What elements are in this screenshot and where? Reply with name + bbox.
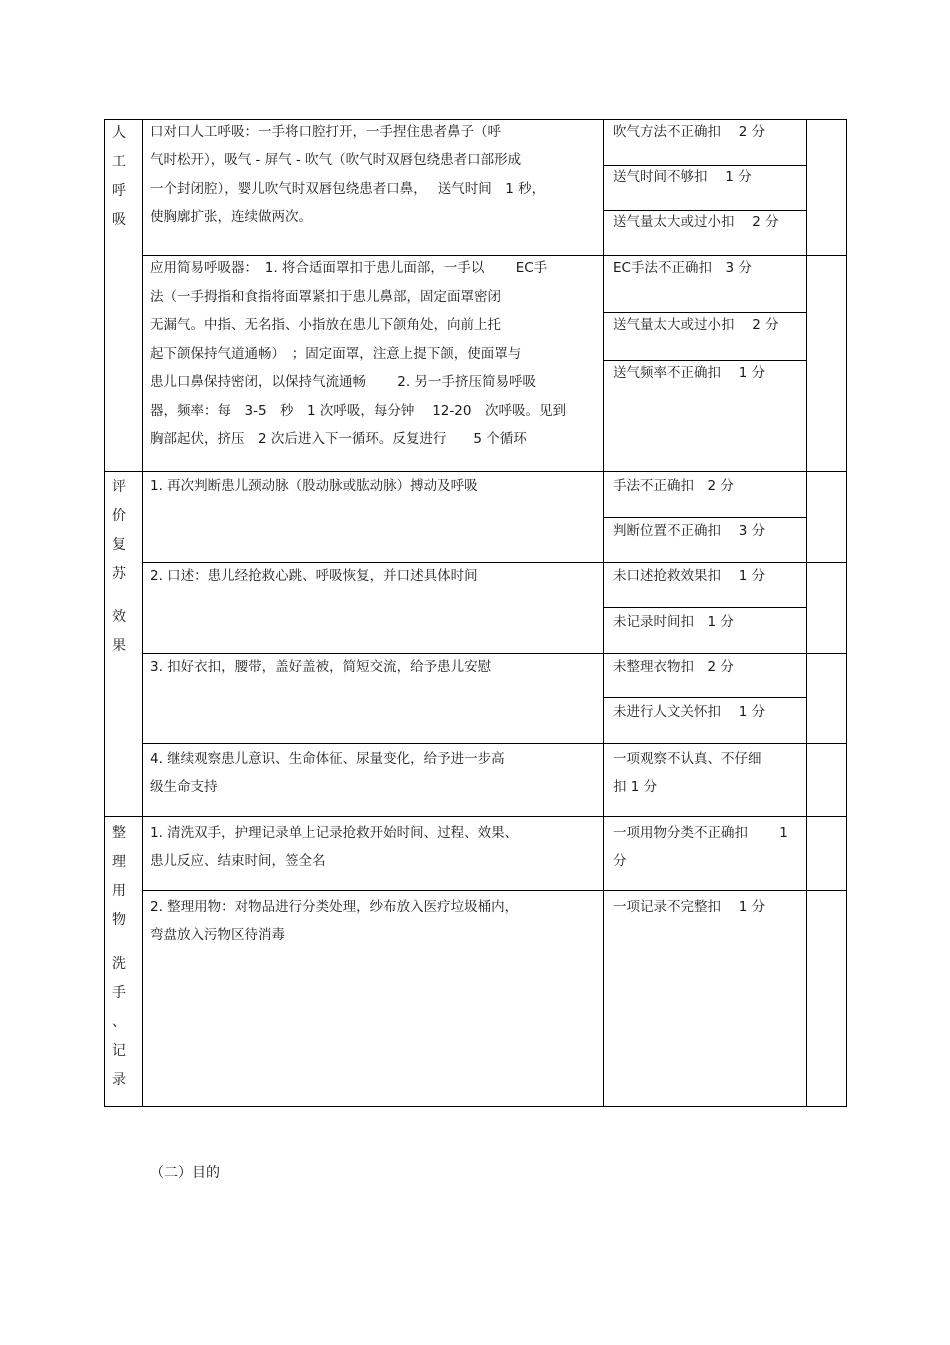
section-heading-purpose: （二）目的: [150, 1165, 220, 1181]
deduction-item: 吹气方法不正确扣 2 分: [613, 124, 766, 140]
row-sep: [142, 743, 847, 744]
label-char: 复: [112, 537, 126, 553]
deduction-item: 送气量太大或过小扣 2 分: [613, 317, 779, 333]
col-sep-2: [603, 119, 604, 1107]
label-char: 整: [112, 825, 126, 841]
procedure-line: 口对口人工呼吸：一手将口腔打开，一手捏住患者鼻子（呼: [150, 124, 501, 140]
deduction-item: 未记录时间扣 1 分: [613, 614, 734, 630]
deduction-item: EC手法不正确扣 3 分: [613, 260, 752, 276]
label-char: 果: [112, 638, 126, 654]
procedure-line: 气时松开），吸气 - 屏气 - 吹气（吹气时双唇包绕患者口部形成: [150, 152, 522, 168]
deduction-item: 一项记录不完整扣 1 分: [613, 899, 766, 915]
label-char: 、: [112, 1014, 126, 1030]
row-sep: [104, 816, 847, 817]
procedure-line: 级生命支持: [150, 779, 218, 795]
table-border-left: [104, 119, 105, 1107]
procedure-line: 弯盘放入污物区待消毒: [150, 927, 285, 943]
label-char: 人: [112, 125, 126, 141]
label-char: 理: [112, 854, 126, 870]
label-char: 物: [112, 912, 126, 928]
label-char: 呼: [112, 183, 126, 199]
deduction-item: 未整理衣物扣 2 分: [613, 659, 734, 675]
deduction-item: 一项观察不认真、不仔细: [613, 751, 762, 767]
procedure-line: 4. 继续观察患儿意识、生命体征、尿量变化，给予进一步高: [150, 751, 505, 767]
label-char: 用: [112, 883, 126, 899]
table-border-bottom: [104, 1106, 847, 1107]
deduction-item: 未口述抢救效果扣 1 分: [613, 568, 766, 584]
deduction-item: 分: [613, 853, 627, 869]
table-border-right: [846, 119, 847, 1107]
label-char: 手: [112, 985, 126, 1001]
procedure-line: 1. 清洗双手，护理记录单上记录抢救开始时间、过程、效果、: [150, 825, 519, 841]
procedure-line: 2. 口述：患儿经抢救心跳、呼吸恢复，并口述具体时间: [150, 568, 478, 584]
label-char: 记: [112, 1043, 126, 1059]
deduction-item: 送气频率不正确扣 1 分: [613, 365, 766, 381]
label-char: 苏: [112, 566, 126, 582]
label-char: 录: [112, 1072, 126, 1088]
procedure-line: 一个封闭腔），婴儿吹气时双唇包绕患者口鼻， 送气时间 1 秒，: [150, 181, 546, 197]
col-sep-1: [142, 119, 143, 1107]
procedure-line: 起下颌保持气道通畅） ；固定面罩，注意上提下颌，使面罩与: [150, 346, 522, 362]
procedure-line: 3. 扣好衣扣，腰带，盖好盖被，简短交流，给予患儿安慰: [150, 659, 492, 675]
label-char: 工: [112, 154, 126, 170]
deduction-item: 一项用物分类不正确扣 1: [613, 825, 788, 841]
deduction-item: 判断位置不正确扣 3 分: [613, 523, 766, 539]
procedure-line: 器，频率：每 3-5 秒 1 次呼吸，每分钟 12-20 次呼吸。见到: [150, 403, 566, 419]
deduction-item: 手法不正确扣 2 分: [613, 478, 734, 494]
deduction-item: 送气量太大或过小扣 2 分: [613, 214, 779, 230]
procedure-line: 胸部起伏，挤压 2 次后进入下一循环。反复进行 5 个循环: [150, 431, 527, 447]
deduction-item: 未进行人文关怀扣 1 分: [613, 704, 766, 720]
col-sep-3: [806, 119, 807, 1107]
procedure-line: 使胸廓扩张，连续做两次。: [150, 209, 312, 225]
label-char: 吸: [112, 212, 126, 228]
procedure-line: 患儿口鼻保持密闭，以保持气流通畅 2. 另一手挤压简易呼吸: [150, 374, 536, 390]
procedure-line: 2. 整理用物：对物品进行分类处理，纱布放入医疗垃圾桶内，: [150, 899, 519, 915]
label-char: 效: [112, 609, 126, 625]
procedure-line: 法（一手拇指和食指将面罩紧扣于患儿鼻部，固定面罩密闭: [150, 289, 501, 305]
procedure-line: 患儿反应、结束时间，签全名: [150, 853, 326, 869]
label-char: 洗: [112, 956, 126, 972]
row-sep: [142, 890, 847, 891]
deduction-item: 扣 1 分: [613, 779, 658, 795]
label-char: 价: [112, 508, 126, 524]
procedure-line: 无漏气。中指、无名指、小指放在患儿下颌角处，向前上托: [150, 317, 501, 333]
deduction-item: 送气时间不够扣 1 分: [613, 169, 752, 185]
procedure-line: 应用简易呼吸器： 1. 将合适面罩扣于患儿面部，一手以 EC手: [150, 260, 548, 276]
label-char: 评: [112, 479, 126, 495]
procedure-line: 1. 再次判断患儿颈动脉（股动脉或肱动脉）搏动及呼吸: [150, 478, 478, 494]
